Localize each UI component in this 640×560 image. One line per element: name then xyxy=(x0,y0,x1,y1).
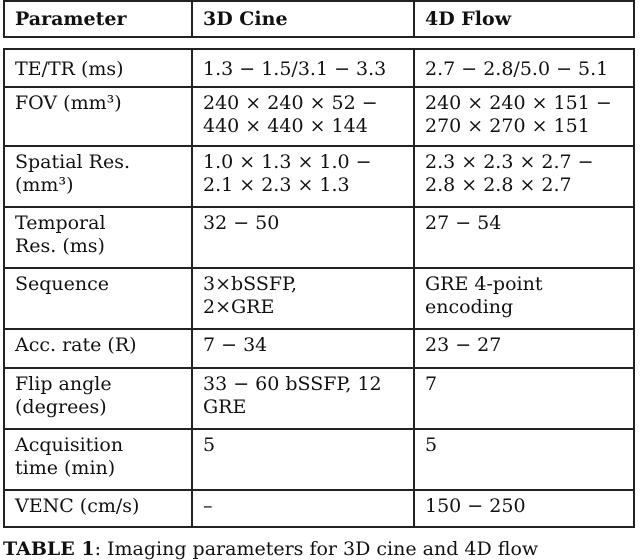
header-3d-cine: 3D Cine xyxy=(193,2,415,36)
table-row xyxy=(3,428,635,491)
table-row xyxy=(3,86,635,147)
row-label: Temporal Res. (ms) xyxy=(5,208,193,267)
table-header-row xyxy=(3,0,635,38)
cine-value: – xyxy=(193,491,415,526)
table-row xyxy=(3,48,635,88)
cine-value: 5 xyxy=(193,430,415,489)
flow-value: 240 × 240 × 151 − 270 × 270 × 151 xyxy=(425,92,612,137)
cine-value: 32 − 50 xyxy=(193,208,415,267)
row-label: Acquisition time (min) xyxy=(5,430,193,489)
table-row xyxy=(3,267,635,330)
cine-value: 240 × 240 × 52 − 440 × 440 × 144 xyxy=(193,88,415,145)
row-label: Sequence xyxy=(5,269,193,328)
flow-value: 2.3 × 2.3 × 2.7 − 2.8 × 2.8 × 2.7 xyxy=(425,151,594,196)
row-label: Acc. rate (R) xyxy=(5,330,193,367)
flow-value: 5 xyxy=(425,434,438,456)
flow-value: 2.7 − 2.8/5.0 − 5.1 xyxy=(425,58,609,80)
table-caption xyxy=(3,538,635,560)
flow-value: 7 xyxy=(425,373,438,395)
caption-text: : Imaging parameters for 3D cine and 4D flow xyxy=(94,538,539,560)
cine-value: 7 − 34 xyxy=(193,330,415,367)
caption-label: TABLE 1 xyxy=(3,538,95,560)
row-label: VENC (cm/s) xyxy=(5,491,193,526)
header-4d-flow: 4D Flow xyxy=(425,8,512,30)
flow-value: 27 − 54 xyxy=(425,212,502,234)
row-label: FOV (mm³) xyxy=(5,88,193,145)
table-row xyxy=(3,489,635,528)
row-label: Spatial Res. (mm³) xyxy=(5,147,193,206)
table-row xyxy=(3,206,635,269)
cine-value: 33 − 60 bSSFP, 12 GRE xyxy=(193,369,415,428)
table-row xyxy=(3,145,635,208)
cine-value: 1.3 − 1.5/3.1 − 3.3 xyxy=(193,50,415,86)
cine-value: 3×bSSFP, 2×GRE xyxy=(193,269,415,328)
cine-value: 1.0 × 1.3 × 1.0 − 2.1 × 2.3 × 1.3 xyxy=(193,147,415,206)
table-row xyxy=(3,328,635,369)
flow-value: 23 − 27 xyxy=(425,334,502,356)
row-label: Flip angle (degrees) xyxy=(5,369,193,428)
flow-value: GRE 4-point encoding xyxy=(425,273,543,318)
header-parameter: Parameter xyxy=(5,2,193,36)
row-label: TE/TR (ms) xyxy=(5,50,193,86)
table-row xyxy=(3,367,635,430)
flow-value: 150 − 250 xyxy=(425,495,526,517)
